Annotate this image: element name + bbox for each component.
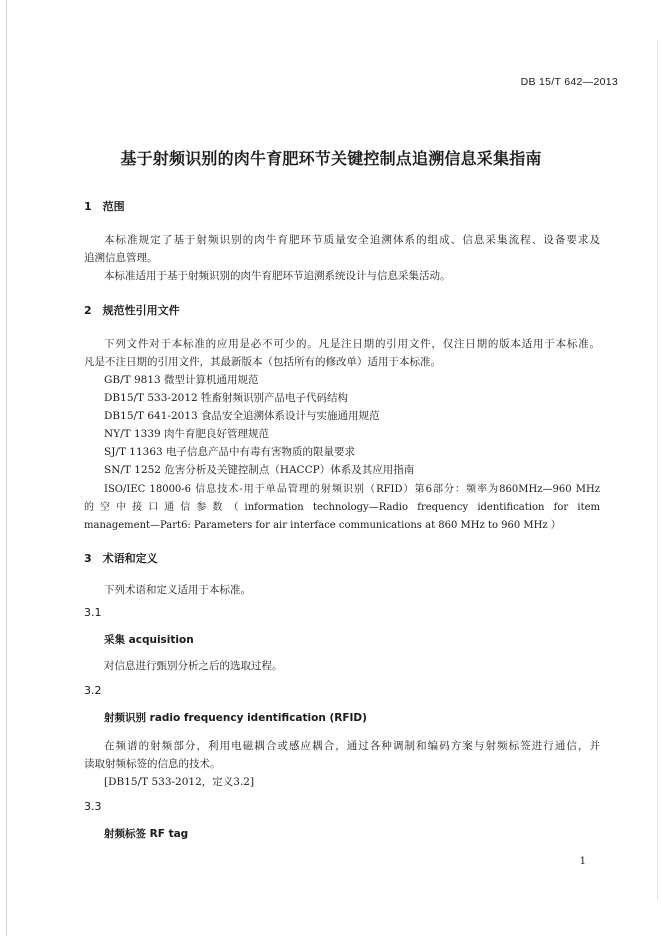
term-title: 采集 acquisition — [104, 634, 194, 646]
section-1-paragraph-1-line-2: 追溯信息管理。 — [84, 252, 158, 264]
term-title: 射频标签 RF tag — [104, 828, 189, 840]
section-2-heading: 2 规范性引用文件 — [84, 304, 180, 317]
reference-item: NY/T 1339 肉牛育肥良好管理规范 — [104, 428, 270, 440]
section-3-heading: 3 术语和定义 — [84, 552, 158, 565]
term-definition: 对信息进行甄别分析之后的选取过程。 — [104, 660, 283, 672]
section-1-heading: 1 范围 — [84, 200, 125, 213]
reference-iso-line-2: 的空中接口通信参数（information technology—Radio frequency identification for item — [84, 502, 600, 513]
term-number: 3.3 — [84, 800, 102, 813]
term-source: [DB15/T 533-2012，定义3.2] — [104, 776, 255, 788]
reference-iso-line-1: ISO/IEC 18000-6 信息技术-用于单品管理的射频识别（RFID）第6部分：频率为860MHz—960 MHz — [104, 484, 600, 495]
reference-iso-line-3: management—Part6: Parameters for air interface communications at 860 MHz to 960 MHz ） — [84, 520, 561, 531]
term-definition-line-2: 读取射频标签的信息的技术。 — [84, 758, 221, 770]
reference-item: DB15/T 641-2013 食品安全追溯体系设计与实施通用规范 — [104, 410, 380, 422]
section-3-intro: 下列术语和定义适用于本标准。 — [104, 584, 251, 596]
term-number: 3.1 — [84, 606, 102, 619]
section-2-intro-line-1: 下列文件对于本标准的应用是必不可少的。凡是注日期的引用文件，仅注日期的版本适用于本标准。 — [104, 338, 600, 350]
section-1-paragraph-2: 本标准适用于基于射频识别的肉牛育肥环节追溯系统设计与信息采集活动。 — [104, 270, 451, 282]
scan-margin-line — [6, 0, 7, 936]
scan-margin-line-right — [657, 40, 658, 900]
document-title: 基于射频识别的肉牛育肥环节关键控制点追溯信息采集指南 — [120, 149, 542, 168]
document-code: DB 15/T 642—2013 — [520, 76, 618, 88]
term-definition-line-1: 在频谱的射频部分，利用电磁耦合或感应耦合，通过各种调制和编码方案与射频标签进行通信，并 — [104, 740, 600, 752]
reference-item: GB/T 9813 微型计算机通用规范 — [104, 374, 259, 386]
page-number: 1 — [579, 856, 586, 867]
section-2-intro-line-2: 凡是不注日期的引用文件，其最新版本（包括所有的修改单）适用于本标准。 — [84, 356, 441, 368]
term-number: 3.2 — [84, 684, 102, 697]
section-1-paragraph-1-line-1: 本标准规定了基于射频识别的肉牛育肥环节质量安全追溯体系的组成、信息采集流程、设备要求及 — [104, 234, 600, 246]
reference-item: SJ/T 11363 电子信息产品中有毒有害物质的限量要求 — [104, 446, 356, 458]
reference-item: SN/T 1252 危害分析及关键控制点（HACCP）体系及其应用指南 — [104, 464, 415, 476]
reference-item: DB15/T 533-2012 牲畜射频识别产品电子代码结构 — [104, 392, 349, 404]
term-title: 射频识别 radio frequency identification (RFID) — [104, 712, 367, 724]
